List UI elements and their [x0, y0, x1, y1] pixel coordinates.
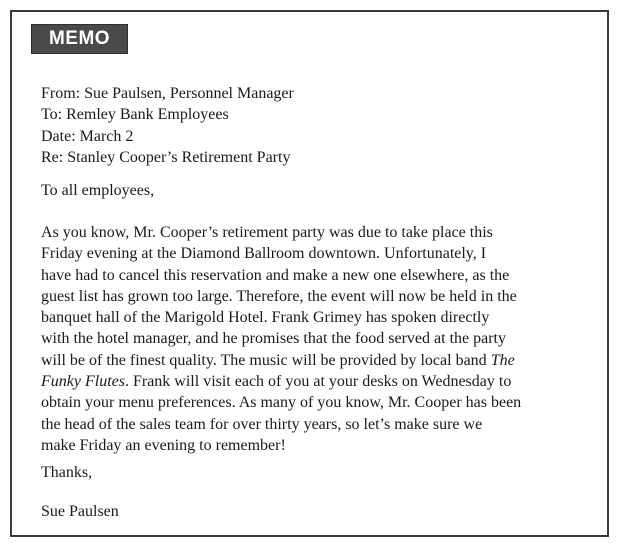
body-line-text: . Frank will visit each of you at your desks on Wednesday to [124, 373, 512, 391]
body-line [41, 350, 521, 371]
body-line [41, 371, 521, 392]
memo-badge: MEMO [31, 24, 128, 54]
memo-header [41, 83, 294, 168]
body-line: have had to cancel this reservation and make a new one elsewhere, as the [41, 266, 510, 284]
from-line: From: Sue Paulsen, Personnel Manager [41, 85, 294, 102]
signature: Sue Paulsen [41, 503, 119, 520]
closing: Thanks, [41, 464, 93, 481]
body-line: As you know, Mr. Cooper’s retirement party was due to take place this [41, 224, 493, 241]
salutation: To all employees, [41, 182, 155, 199]
body-line: banquet hall of the Marigold Hotel. Frank Grimey has spoken directly [41, 309, 490, 327]
body-line: the head of the sales team for over thirty years, so let’s make sure we [41, 415, 483, 433]
date-line: Date: March 2 [41, 127, 134, 145]
band-name-part: The [490, 351, 515, 369]
body-line: guest list has grown too large. Therefore, the event will now be held in the [41, 287, 517, 305]
body-line-text: will be of the finest quality. The music will be provided by local band [41, 351, 487, 369]
re-line: Re: Stanley Cooper’s Retirement Party [41, 148, 291, 166]
body-line: with the hotel manager, and he promises that the food served at the party [41, 330, 506, 348]
body-line: make Friday an evening to remember! [41, 436, 286, 454]
band-name-part: Funky Flutes [41, 373, 125, 391]
to-line: To: Remley Bank Employees [41, 106, 229, 124]
body-line: Friday evening at the Diamond Ballroom downtown. Unfortunately, I [41, 245, 487, 263]
memo-body [41, 222, 521, 456]
body-line: obtain your menu preferences. As many of you know, Mr. Cooper has been [41, 394, 522, 412]
